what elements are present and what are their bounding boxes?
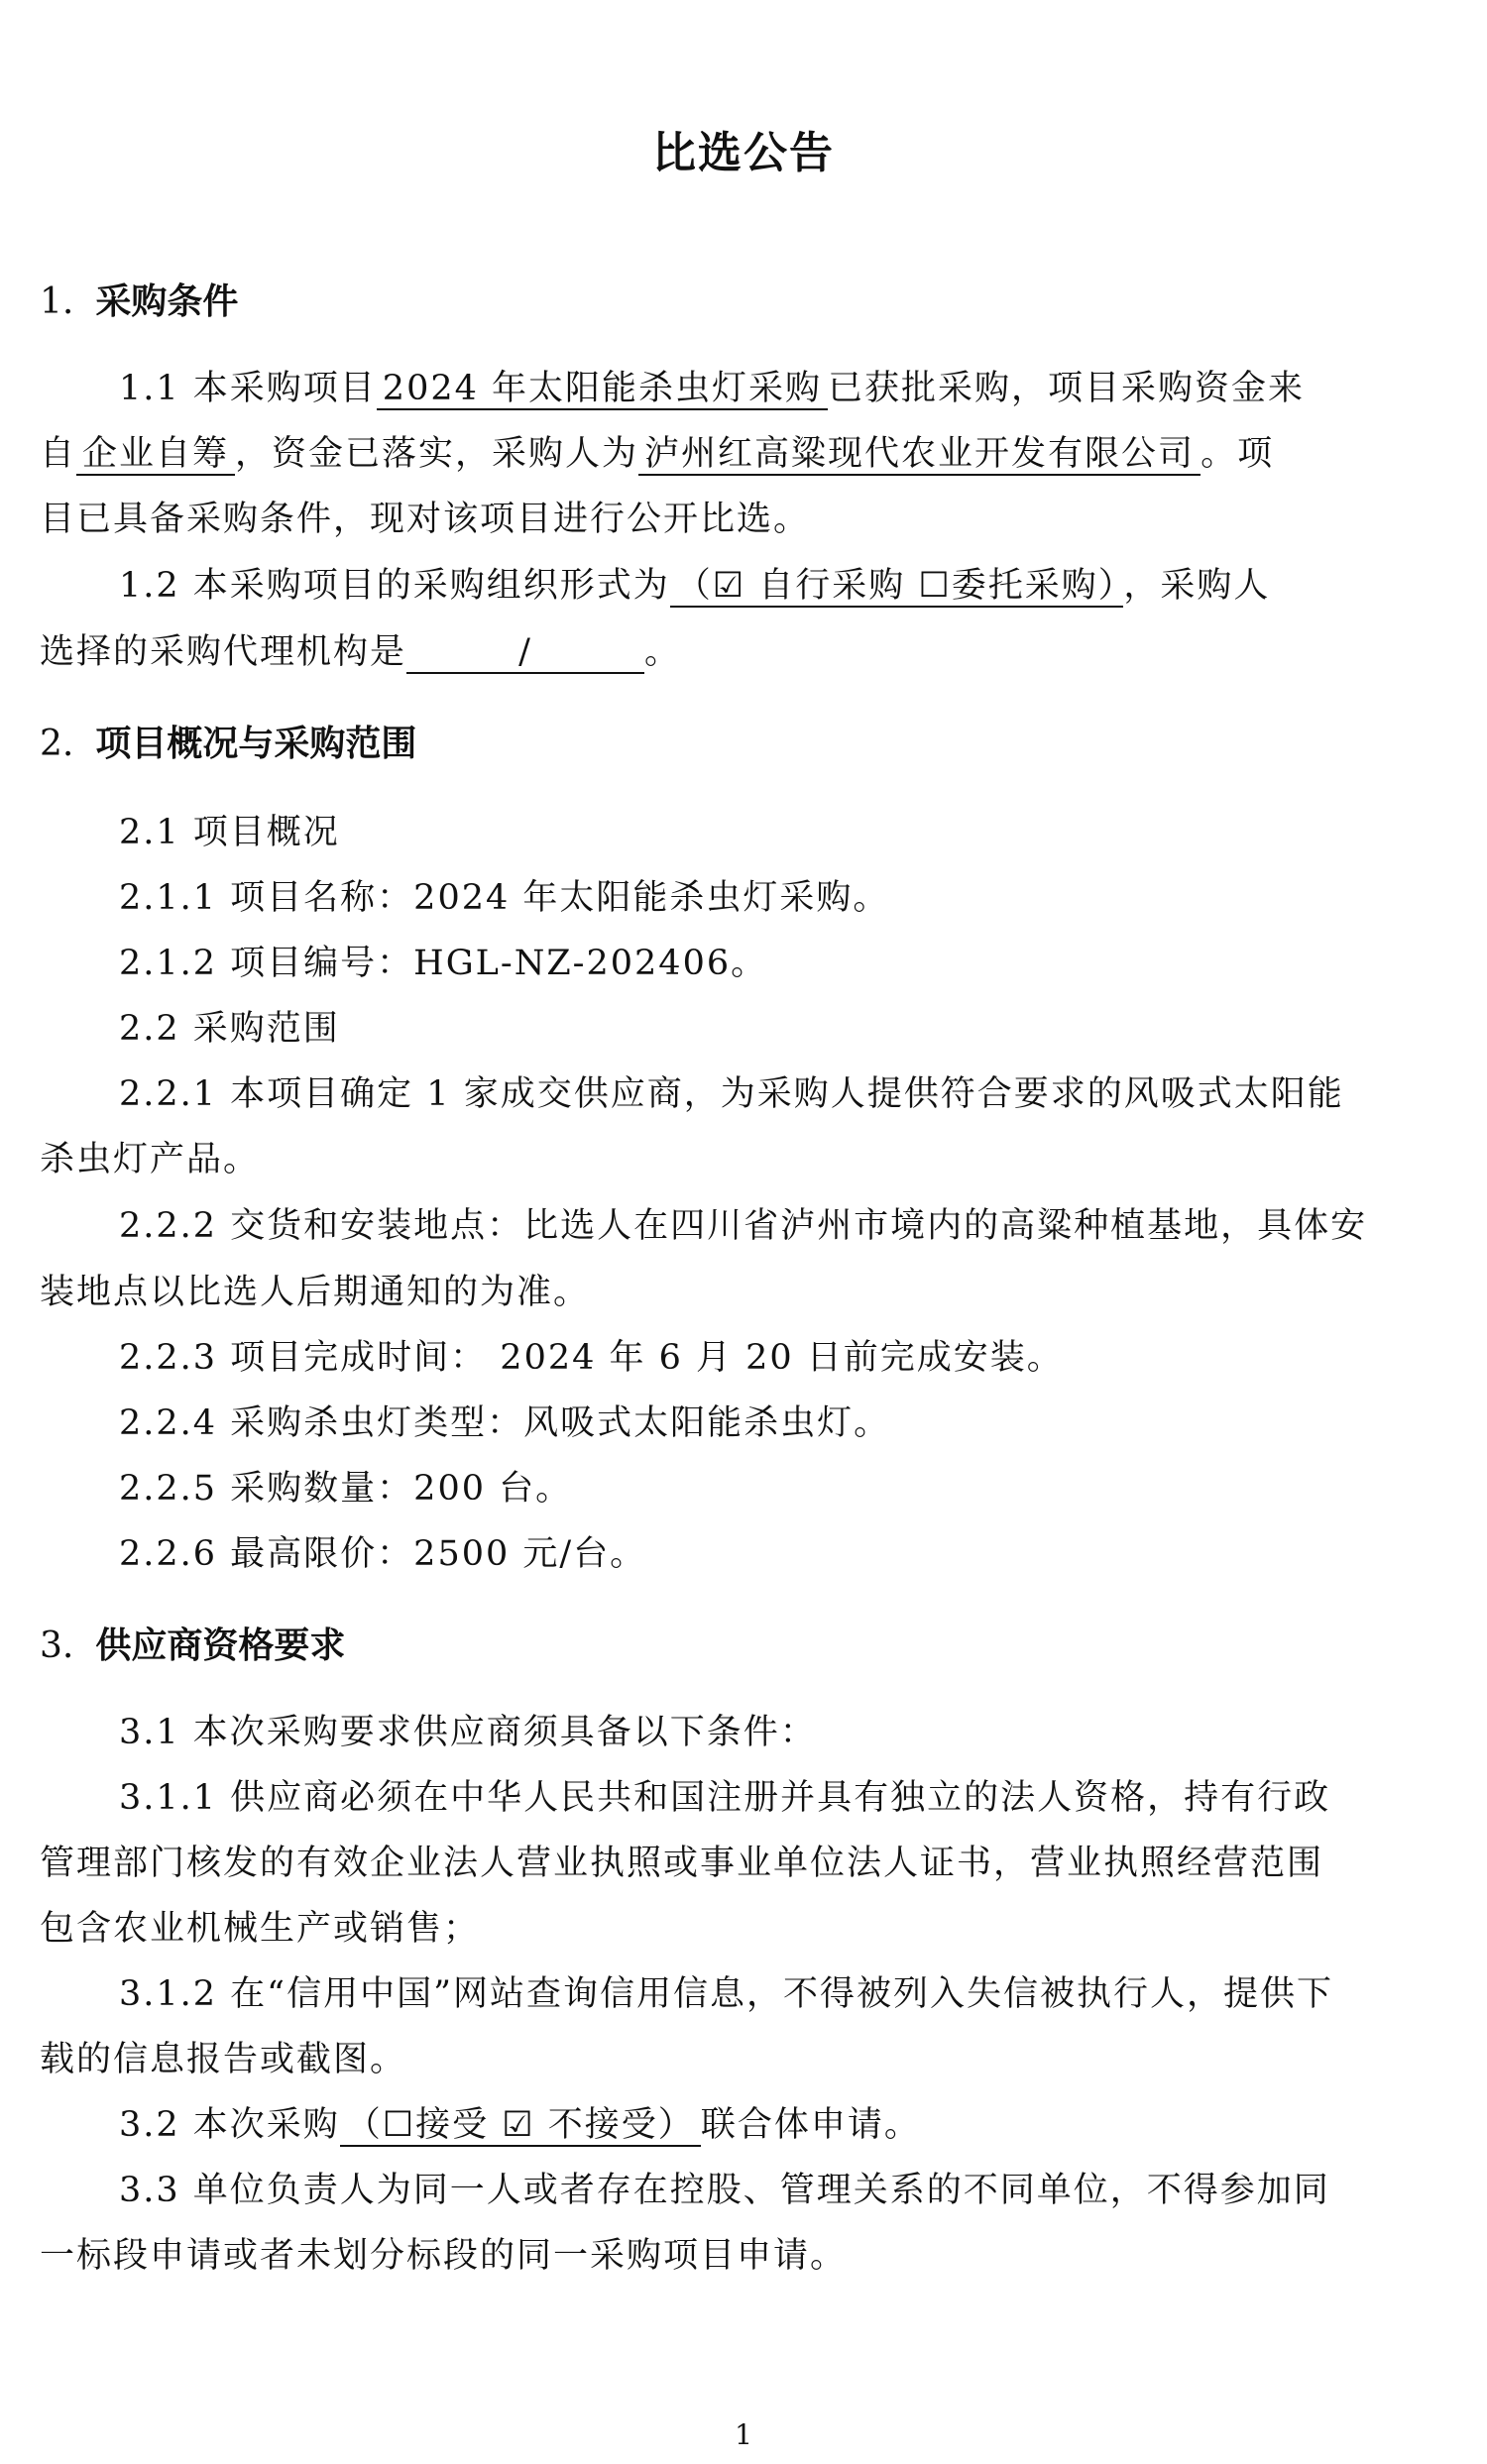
paragraph-3-3-line-1: 3.3 单位负责人为同一人或者存在控股、管理关系的不同单位，不得参加同 xyxy=(119,2171,1330,2210)
section-1-heading xyxy=(40,274,238,324)
section-3-line: 包含农业机械生产或销售； xyxy=(40,1909,481,1949)
text-1-1-e: 。项 xyxy=(1201,434,1275,474)
section-3-number: 3. xyxy=(40,1625,74,1666)
section-1-title: 采购条件 xyxy=(95,281,239,322)
paragraph-1-2-line-1 xyxy=(119,558,1270,608)
document-title: 比选公告 xyxy=(652,128,835,178)
paragraph-3-2 xyxy=(119,2097,921,2147)
text-3-2-b: 联合体申请。 xyxy=(700,2105,921,2145)
text-1-1-a: 1.1 本采购项目 xyxy=(119,369,377,408)
section-3-line: 3.1.1 供应商必须在中华人民共和国注册并具有独立的法人资格，持有行政 xyxy=(119,1778,1331,1818)
agency-blank: / xyxy=(406,632,644,674)
section-3-heading xyxy=(40,1618,345,1668)
consortium-underlined: （☐接受 ☑ 不接受） xyxy=(340,2105,701,2147)
paragraph-3-3-line-2: 一标段申请或者未划分标段的同一采购项目申请。 xyxy=(40,2236,848,2276)
paragraph-1-1-line-2 xyxy=(40,426,1274,476)
section-2-line: 2.1.1 项目名称：2024 年太阳能杀虫灯采购。 xyxy=(119,878,890,918)
section-3-line: 3.1.2 在“信用中国”网站查询信用信息，不得被列入失信被执行人，提供下 xyxy=(119,1974,1333,2014)
text-1-1-b: 已获批采购，项目采购资金来 xyxy=(828,369,1306,408)
section-2-line: 2.1.2 项目编号：HGL-NZ-202406。 xyxy=(119,944,768,983)
section-2-number: 2. xyxy=(40,724,74,764)
section-2-line: 装地点以比选人后期通知的为准。 xyxy=(40,1273,591,1312)
page-number: 1 xyxy=(735,2418,752,2451)
section-2-line: 2.2.2 交货和安装地点：比选人在四川省泸州市境内的高粱种植基地，具体安 xyxy=(119,1206,1368,1246)
section-3-title: 供应商资格要求 xyxy=(95,1625,346,1666)
section-2-line: 2.2.4 采购杀虫灯类型：风吸式太阳能杀虫灯。 xyxy=(119,1403,891,1443)
section-2-line: 杀虫灯产品。 xyxy=(40,1140,261,1179)
text-3-2-a: 3.2 本次采购 xyxy=(119,2105,340,2145)
section-2-line: 2.2.1 本项目确定 1 家成交供应商，为采购人提供符合要求的风吸式太阳能 xyxy=(119,1074,1344,1114)
section-3-line: 3.1 本次采购要求供应商须具备以下条件： xyxy=(119,1713,817,1752)
section-2-line: 2.2.3 项目完成时间： 2024 年 6 月 20 日前完成安装。 xyxy=(119,1338,1064,1378)
paragraph-1-1-line-3: 目已具备采购条件，现对该项目进行公开比选。 xyxy=(40,500,811,539)
text-1-1-d: ，资金已落实，采购人为 xyxy=(235,434,639,474)
section-2-heading xyxy=(40,716,416,766)
text-1-2-c: 选择的采购代理机构是 xyxy=(40,632,407,672)
section-2-title: 项目概况与采购范围 xyxy=(95,724,417,764)
text-1-2-a: 1.2 本采购项目的采购组织形式为 xyxy=(119,566,670,606)
section-1-number: 1. xyxy=(40,281,74,322)
section-3-line: 载的信息报告或截图。 xyxy=(40,2040,407,2079)
paragraph-1-2-line-2 xyxy=(40,624,681,674)
section-2-line: 2.1 项目概况 xyxy=(119,813,340,852)
section-2-line: 2.2 采购范围 xyxy=(119,1009,340,1049)
section-2-line: 2.2.6 最高限价：2500 元/台。 xyxy=(119,1534,647,1574)
text-1-2-b: ，采购人 xyxy=(1123,566,1271,606)
project-name-underlined: 2024 年太阳能杀虫灯采购 xyxy=(377,369,828,410)
purchaser-underlined: 泸州红高粱现代农业开发有限公司 xyxy=(638,434,1201,476)
text-1-1-c: 自 xyxy=(40,434,77,474)
paragraph-1-1-line-1 xyxy=(119,361,1305,410)
fund-source-underlined: 企业自筹 xyxy=(76,434,235,476)
section-2-line: 2.2.5 采购数量：200 台。 xyxy=(119,1469,573,1509)
org-form-underlined: （☑ 自行采购 ☐委托采购） xyxy=(670,566,1124,608)
section-3-line: 管理部门核发的有效企业法人营业执照或事业单位法人证书，营业执照经营范围 xyxy=(40,1844,1324,1883)
text-1-2-d: 。 xyxy=(644,632,682,672)
